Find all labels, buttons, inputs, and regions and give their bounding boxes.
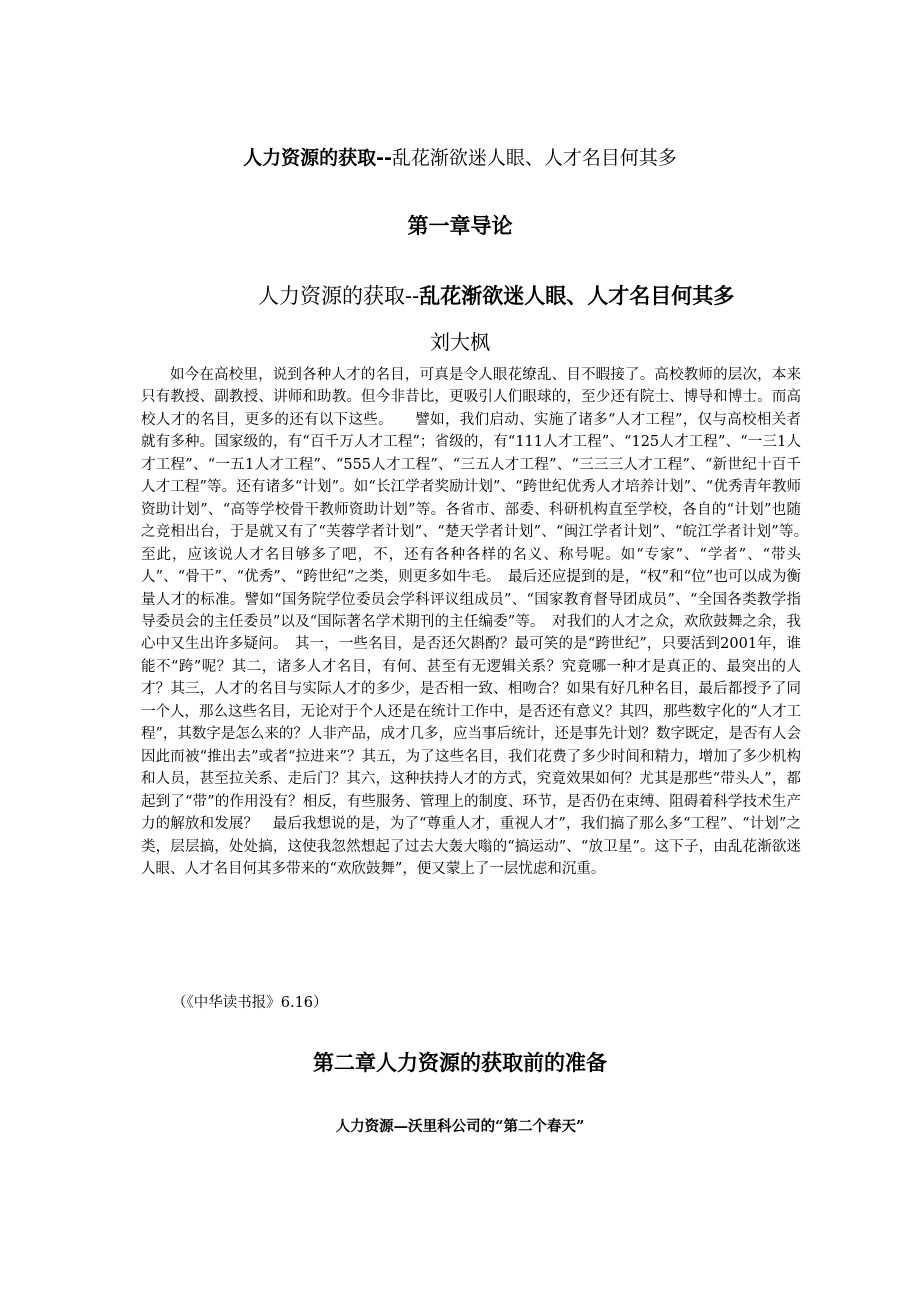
author-name: 刘大枫 — [430, 330, 490, 354]
article-2-title: 人力资源—沃里科公司的“第二个春天” — [335, 1118, 585, 1135]
document-title-rest: 乱花渐欲迷人眼、人才名目何其多 — [391, 147, 677, 169]
source-citation: （《中华读书报》6.16） — [172, 995, 328, 1011]
article-subtitle — [258, 280, 734, 310]
article-subtitle-bold: 乱花渐欲迷人眼、人才名目何其多 — [419, 284, 735, 308]
chapter-1-heading: 第一章导论 — [407, 214, 513, 238]
article-body: 如今在高校里，说到各种人才的名目，可真是令人眼花缭乱、目不暇接了。高校教师的层次，本来只有教授、副教授、讲师和助教。但今非昔比，更吸引人们眼球的，至少还有院士、博导和博士。而高校人才的名目，更多的还有以下这些。 譬如，我们启动、实施了诸多“人才工程”，仅与高校相关者就有多种。国家级的，有“百千万人才工程”；省级的，有“111人才工程”、“125人才工程”、“一三1人才工程”、“一五1人才工程”、“555人才工程”、“三五人才工程”、“三三三人才工程”、“新世纪十百千人才工程”等。还有诸多“计划”。如“长江学者奖励计划”、“跨世纪优秀人才培养计划”、“优秀青年教师资助计划”、“高等学校骨干教师资助计划”等。各省市、部委、科研机构直至学校，各自的“计划”也随之竞相出台，于是就又有了“芙蓉学者计划”、“楚天学者计划”、“闽江学者计划”、“皖江学者计划”等。 至此，应该说人才名目够多了吧，不，还有各种各样的名义、称号呢。如“专家”、“学者”、“带头人”、“骨干”、“优秀”、“跨世纪”之类，则更多如牛毛。 最后还应提到的是，“权”和“位”也可以成为衡量人才的标准。譬如“国务院学位委员会学科评议组成员”、“国家教育督导团成员”、“全国各类教学指导委员会的主任委员”以及“国际著名学术期刊的主任编委”等。 对我们的人才之众，欢欣鼓舞之余，我心中又生出许多疑问。 其一，一些名目，是否还欠斟酌？最可笑的是“跨世纪”，只要活到2001年，谁能不“跨”呢？其二，诸多人才名目，有何、甚至有无逻辑关系？究竟哪一种才是真正的、最突出的人才？其三，人才的名目与实际人才的多少，是否相一致、相吻合？如果有好几种名目，最后都授予了同一个人，那么这些名目，无论对于个人还是在统计工作中，是否还有意义？其四，那些数字化的“人才工程”，其数字是怎么来的？人非产品，成才几多，应当事后统计，还是事先计划？数字既定，是否有人会因此而被“推出去”或者“拉进来”？其五，为了这些名目，我们花费了多少时间和精力，增加了多少机构和人员，甚至拉关系、走后门？其六，这种扶持人才的方式，究竟效果如何？尤其是那些“带头人”，都起到了“带”的作用没有？相反，有些服务、管理上的制度、环节，是否仍在束缚、阻碍着科学技术生产力的解放和发展？ 最后我想说的是，为了“尊重人才，重视人才”，我们搞了那么多“工程”、“计划”之类，层层搞，处处搞，这使我忽然想起了过去大轰大嗡的“搞运动”、“放卫星”。这下子，由乱花渐欲迷人眼、人才名目何其多带来的“欢欣鼓舞”，便又蒙上了一层忧虑和沉重。 — [141, 367, 816, 877]
chapter-2-heading: 第二章人力资源的获取前的准备 — [313, 1051, 607, 1075]
article-subtitle-normal: 人力资源的获取-- — [258, 284, 420, 308]
document-title — [0, 143, 920, 170]
document-title-bold: 人力资源的获取-- — [243, 147, 392, 169]
